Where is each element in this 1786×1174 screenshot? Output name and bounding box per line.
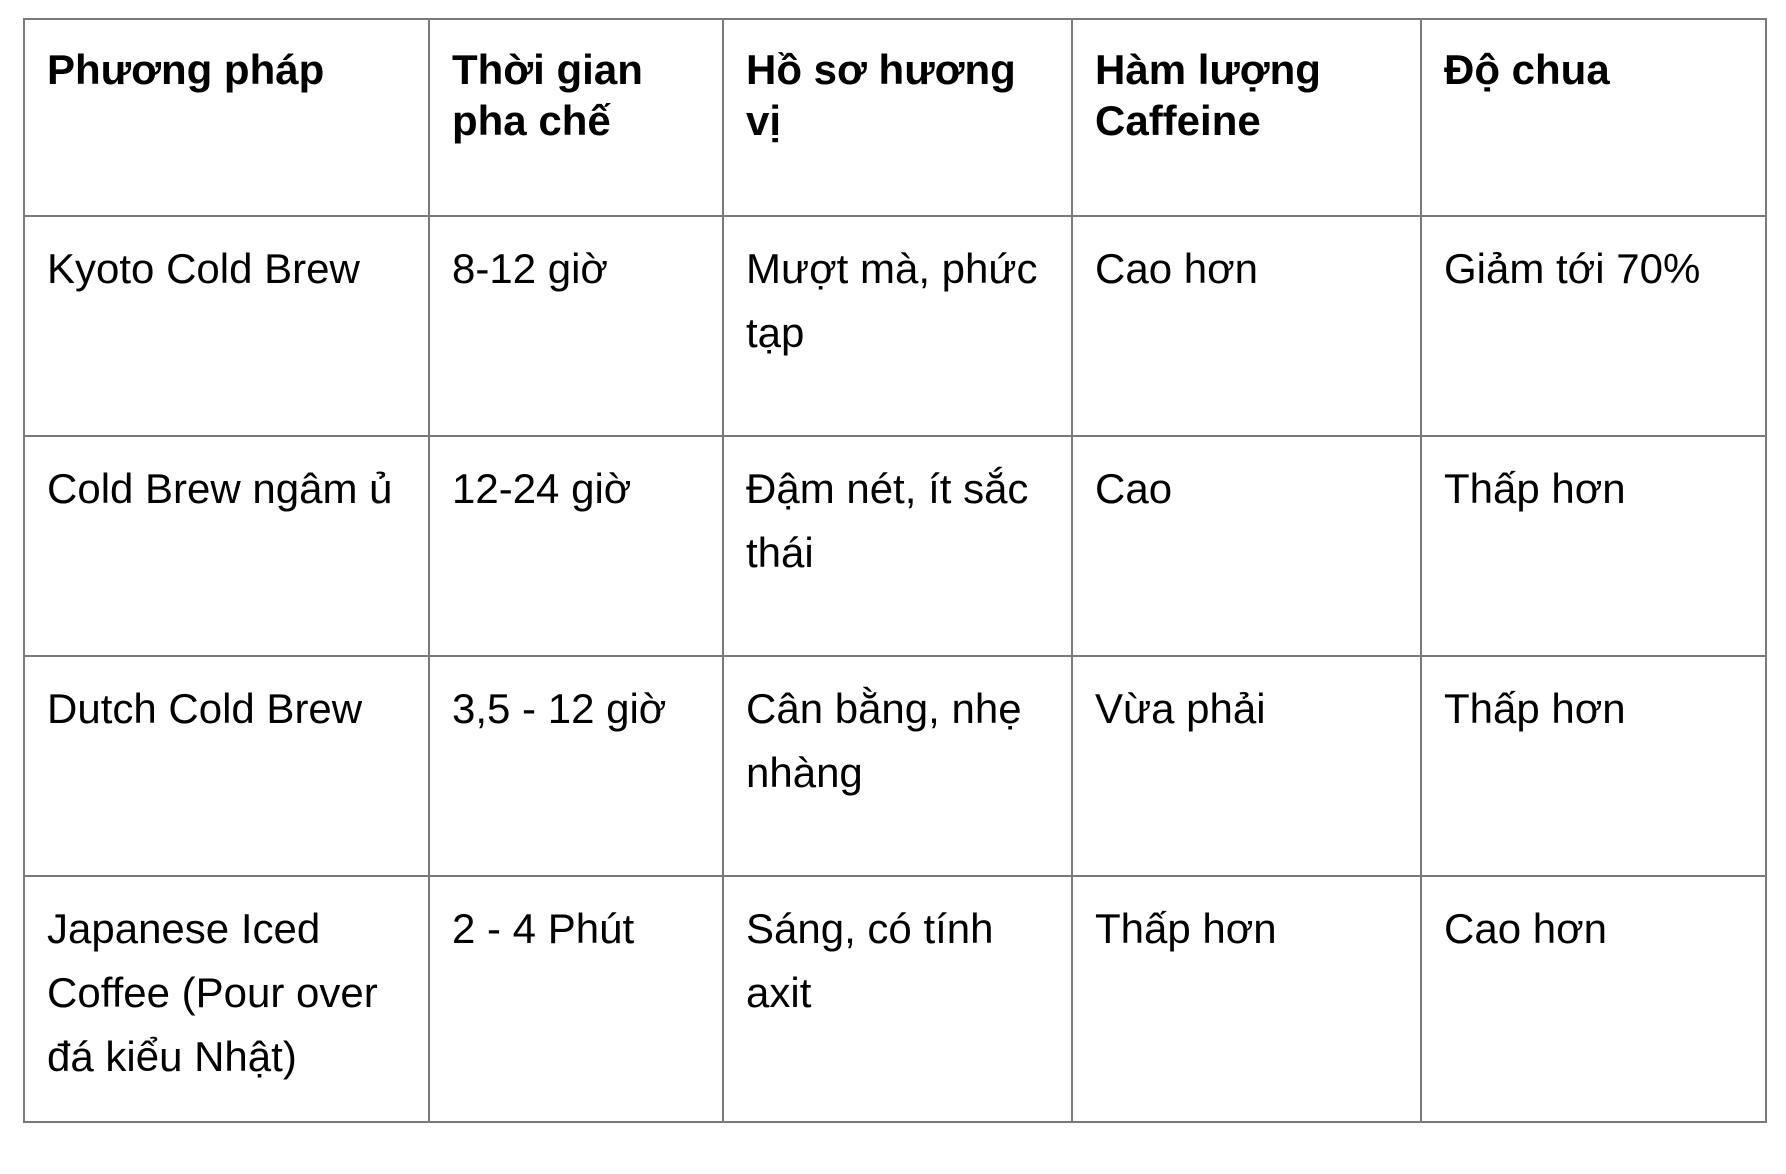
table-cell: Giảm tới 70%: [1421, 216, 1766, 436]
header-caffeine: Hàm lượng Caffeine: [1072, 19, 1421, 216]
table-cell: 2 - 4 Phút: [429, 876, 723, 1122]
table-cell: Cao: [1072, 436, 1421, 656]
header-flavor-profile: Hồ sơ hương vị: [723, 19, 1072, 216]
table-row: [24, 216, 1766, 436]
table-cell: 3,5 - 12 giờ: [429, 656, 723, 876]
table-cell: Dutch Cold Brew: [24, 656, 429, 876]
table-cell: Thấp hơn: [1072, 876, 1421, 1122]
table-cell: Sáng, có tính axit: [723, 876, 1072, 1122]
table-cell: 8-12 giờ: [429, 216, 723, 436]
table-cell: Đậm nét, ít sắc thái: [723, 436, 1072, 656]
header-method: Phương pháp: [24, 19, 429, 216]
table-cell: Thấp hơn: [1421, 656, 1766, 876]
table-row: [24, 876, 1766, 1122]
table-cell: Cao hơn: [1072, 216, 1421, 436]
table-cell: Kyoto Cold Brew: [24, 216, 429, 436]
table-cell: Mượt mà, phức tạp: [723, 216, 1072, 436]
table-cell: Thấp hơn: [1421, 436, 1766, 656]
table-cell: Cân bằng, nhẹ nhàng: [723, 656, 1072, 876]
table-cell: Cao hơn: [1421, 876, 1766, 1122]
header-acidity: Độ chua: [1421, 19, 1766, 216]
table-cell: Japanese Iced Coffee (Pour over đá kiểu Nhật): [24, 876, 429, 1122]
table-row: [24, 436, 1766, 656]
table-cell: Vừa phải: [1072, 656, 1421, 876]
header-brew-time: Thời gian pha chế: [429, 19, 723, 216]
table-header-row: [24, 19, 1766, 216]
table-row: [24, 656, 1766, 876]
comparison-table: [23, 18, 1767, 1123]
table-cell: 12-24 giờ: [429, 436, 723, 656]
table-cell: Cold Brew ngâm ủ: [24, 436, 429, 656]
